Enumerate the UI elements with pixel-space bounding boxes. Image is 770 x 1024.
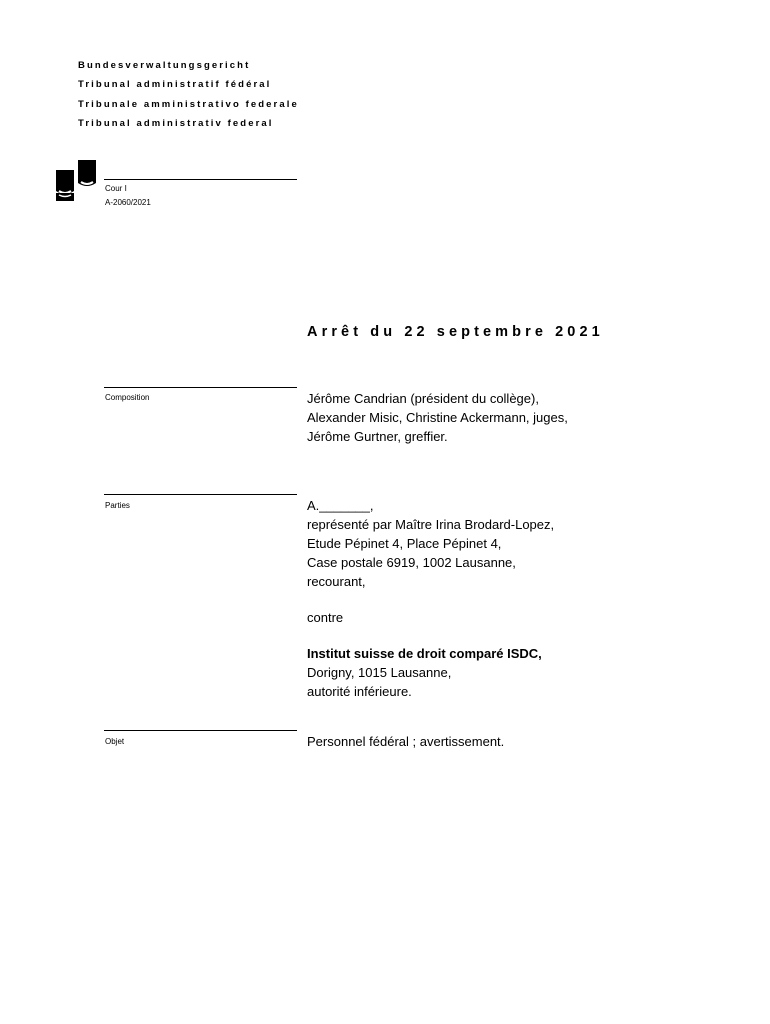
appellant-line: représenté par Maître Irina Brodard-Lopez,	[307, 517, 555, 532]
respondent-line: autorité inférieure.	[307, 684, 412, 699]
header-divider	[104, 179, 297, 180]
subject-divider	[104, 730, 297, 731]
appellant-line: recourant,	[307, 574, 366, 589]
respondent-block	[307, 644, 542, 701]
composition-line: Alexander Misic, Christine Ackermann, juges,	[307, 410, 568, 425]
court-name-romansh: Tribunal administrativ federal	[78, 117, 274, 129]
subject-label: Objet	[105, 737, 125, 746]
subject-text: Personnel fédéral ; avertissement.	[307, 734, 505, 749]
court-section: Cour I	[105, 184, 127, 193]
court-name-italian: Tribunale amministrativo federale	[78, 98, 299, 110]
respondent-name: Institut suisse de droit comparé ISDC,	[307, 646, 542, 661]
court-name-german: Bundesverwaltungsgericht	[78, 60, 251, 71]
document-title: Arrêt du 22 septembre 2021	[307, 324, 604, 340]
court-names	[78, 56, 299, 133]
case-number: A-2060/2021	[105, 198, 151, 207]
respondent-line: Dorigny, 1015 Lausanne,	[307, 665, 452, 680]
composition-block	[307, 389, 568, 446]
appellant-block	[307, 496, 554, 591]
court-logo-icon	[55, 159, 97, 201]
appellant-line: Case postale 6919, 1002 Lausanne,	[307, 555, 516, 570]
composition-label: Composition	[105, 393, 150, 402]
composition-divider	[104, 387, 297, 388]
court-name-french: Tribunal administratif fédéral	[78, 79, 272, 91]
appellant-line: A._______,	[307, 498, 374, 513]
composition-line: Jérôme Gurtner, greffier.	[307, 429, 448, 444]
versus-text: contre	[307, 610, 344, 625]
composition-line: Jérôme Candrian (président du collège),	[307, 391, 539, 406]
appellant-line: Etude Pépinet 4, Place Pépinet 4,	[307, 536, 502, 551]
parties-divider	[104, 494, 297, 495]
parties-label: Parties	[105, 501, 130, 510]
